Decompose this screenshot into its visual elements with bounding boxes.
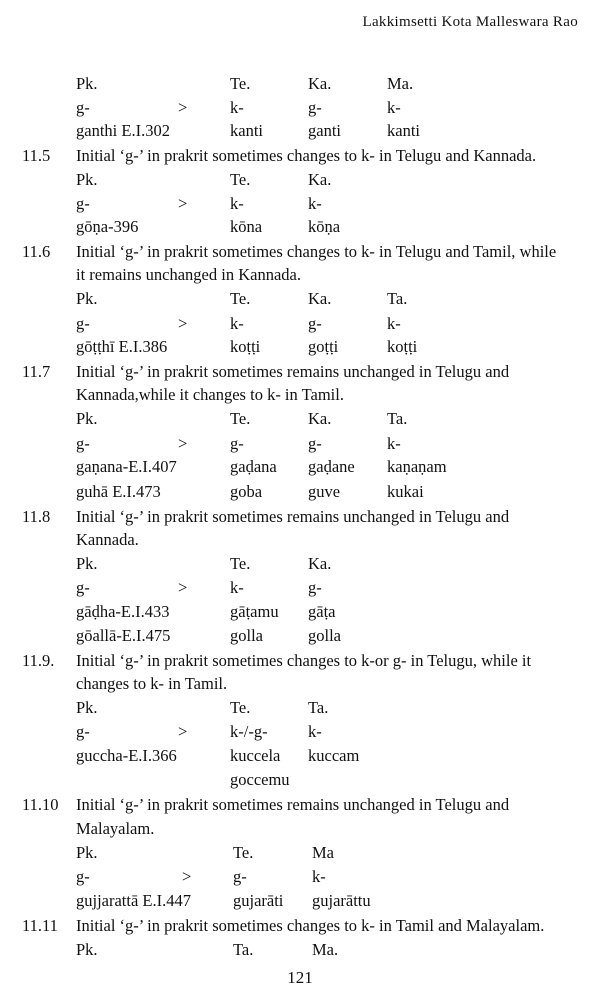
rule-ka: k-: [308, 194, 322, 213]
rule-ma: k-: [387, 98, 401, 117]
example-pk: guccha-E.I.366: [76, 746, 177, 765]
col-head-ka: Ka.: [308, 409, 332, 428]
example-te: kanti: [230, 121, 263, 140]
example-ka: gāṭa: [308, 602, 336, 621]
example-ka: guve: [308, 482, 341, 501]
example-te: kuccela: [230, 746, 281, 765]
rule-source: g-: [76, 98, 90, 117]
example-te: golla: [230, 626, 263, 645]
rule-arrow: >: [178, 314, 188, 333]
col-head-ka: Ka.: [308, 74, 332, 93]
col-head-te: Te.: [233, 843, 254, 862]
rule-arrow: >: [178, 722, 188, 741]
col-head-pk: Pk.: [76, 74, 98, 93]
rule-te: k-/-g-: [230, 722, 268, 741]
rule-source: g-: [76, 194, 90, 213]
example-te: gaḍana: [230, 457, 277, 476]
rule-source: g-: [76, 867, 90, 886]
example-ka: golla: [308, 626, 341, 645]
example-te: goba: [230, 482, 263, 501]
example-ma: gujarāttu: [312, 891, 371, 910]
col-head-pk: Pk.: [76, 843, 98, 862]
page-number: 121: [287, 968, 313, 987]
running-header: Lakkimsetti Kota Malleswara Rao: [362, 14, 578, 30]
col-head-te: Te.: [230, 409, 251, 428]
example-ka: gaḍane: [308, 457, 355, 476]
col-head-ta: Ta.: [233, 940, 254, 959]
col-head-ta: Ta.: [387, 409, 408, 428]
example-te: gujarāti: [233, 891, 284, 910]
rule-source: g-: [76, 578, 90, 597]
example-pk: gāḍha-E.I.433: [76, 602, 170, 621]
rule-ka: g-: [308, 98, 322, 117]
rule-te: k-: [230, 314, 244, 333]
section-text: Initial ‘g-’ in prakrit sometimes changes to k- in Telugu and Kannada.: [76, 146, 537, 165]
section-text-line-2: Malayalam.: [76, 819, 155, 838]
col-head-pk: Pk.: [76, 170, 98, 189]
col-head-pk: Pk.: [76, 409, 98, 428]
col-head-te: Te.: [230, 74, 251, 93]
rule-arrow: >: [182, 867, 192, 886]
col-head-ma: Ma.: [312, 940, 339, 959]
rule-te: k-: [230, 578, 244, 597]
section-text-line-2: it remains unchanged in Kannada.: [76, 265, 301, 284]
example-ka: ganti: [308, 121, 341, 140]
rule-source: g-: [76, 434, 90, 453]
section-number: 11.11: [22, 916, 58, 935]
rule-arrow: >: [178, 98, 188, 117]
rule-te: g-: [233, 867, 247, 886]
example-pk: gōṇa-396: [76, 217, 139, 236]
section-number: 11.9.: [22, 651, 55, 670]
section-text: Initial ‘g-’ in prakrit sometimes changes to k- in Tamil and Malayalam.: [76, 916, 545, 935]
col-head-ka: Ka.: [308, 289, 332, 308]
section-text-line-1: Initial ‘g-’ in prakrit sometimes changes to k-or g- in Telugu, while it: [76, 651, 532, 670]
example-ma: kanti: [387, 121, 420, 140]
section-text-line-2: Kannada,while it changes to k- in Tamil.: [76, 385, 344, 404]
rule-arrow: >: [178, 434, 188, 453]
example-te: koṭṭi: [230, 337, 261, 356]
example-pk: gaṇana-E.I.407: [76, 457, 177, 476]
example-te: gāṭamu: [230, 602, 279, 621]
example-pk: ganthi E.I.302: [76, 121, 170, 140]
rule-arrow: >: [178, 194, 188, 213]
rule-source: g-: [76, 314, 90, 333]
col-head-pk: Pk.: [76, 698, 98, 717]
section-text-line-2: Kannada.: [76, 530, 139, 549]
rule-ka: g-: [308, 578, 322, 597]
col-head-ta: Ta.: [308, 698, 329, 717]
example-ka: kōṇa: [308, 217, 341, 236]
section-text-line-2: changes to k- in Tamil.: [76, 674, 228, 693]
rule-te: k-: [230, 98, 244, 117]
example-ta: kukai: [387, 482, 424, 501]
section-number: 11.5: [22, 146, 51, 165]
section-number: 11.10: [22, 795, 59, 814]
rule-ka: g-: [308, 434, 322, 453]
example-ta: kaṇaṇam: [387, 457, 447, 476]
example-pk: gujjarattā E.I.447: [76, 891, 192, 910]
col-head-pk: Pk.: [76, 289, 98, 308]
example-te-variant: goccemu: [230, 770, 290, 789]
rule-te: k-: [230, 194, 244, 213]
col-head-te: Te.: [230, 698, 251, 717]
rule-ta: k-: [308, 722, 322, 741]
example-pk: gōallā-E.I.475: [76, 626, 171, 645]
section-text-line-1: Initial ‘g-’ in prakrit sometimes remains unchanged in Telugu and: [76, 507, 510, 526]
rule-arrow: >: [178, 578, 188, 597]
example-ta: kuccam: [308, 746, 360, 765]
col-head-ka: Ka.: [308, 170, 332, 189]
rule-ka: g-: [308, 314, 322, 333]
col-head-ma: Ma: [312, 843, 334, 862]
rule-ma: k-: [312, 867, 326, 886]
example-te: kōna: [230, 217, 263, 236]
col-head-pk: Pk.: [76, 554, 98, 573]
section-text-line-1: Initial ‘g-’ in prakrit sometimes remains unchanged in Telugu and: [76, 795, 510, 814]
col-head-te: Te.: [230, 170, 251, 189]
rule-source: g-: [76, 722, 90, 741]
col-head-ma: Ma.: [387, 74, 414, 93]
rule-te: g-: [230, 434, 244, 453]
section-number: 11.7: [22, 362, 51, 381]
section-number: 11.6: [22, 242, 51, 261]
example-pk: guhā E.I.473: [76, 482, 161, 501]
example-ta: koṭṭi: [387, 337, 418, 356]
section-text-line-1: Initial ‘g-’ in prakrit sometimes changes to k- in Telugu and Tamil, while: [76, 242, 557, 261]
rule-ta: k-: [387, 434, 401, 453]
section-text-line-1: Initial ‘g-’ in prakrit sometimes remains unchanged in Telugu and: [76, 362, 510, 381]
col-head-ta: Ta.: [387, 289, 408, 308]
col-head-te: Te.: [230, 289, 251, 308]
example-ka: goṭṭi: [308, 337, 339, 356]
col-head-ka: Ka.: [308, 554, 332, 573]
example-pk: gōṭṭhī E.I.386: [76, 337, 168, 356]
col-head-pk: Pk.: [76, 940, 98, 959]
rule-ta: k-: [387, 314, 401, 333]
col-head-te: Te.: [230, 554, 251, 573]
section-number: 11.8: [22, 507, 51, 526]
